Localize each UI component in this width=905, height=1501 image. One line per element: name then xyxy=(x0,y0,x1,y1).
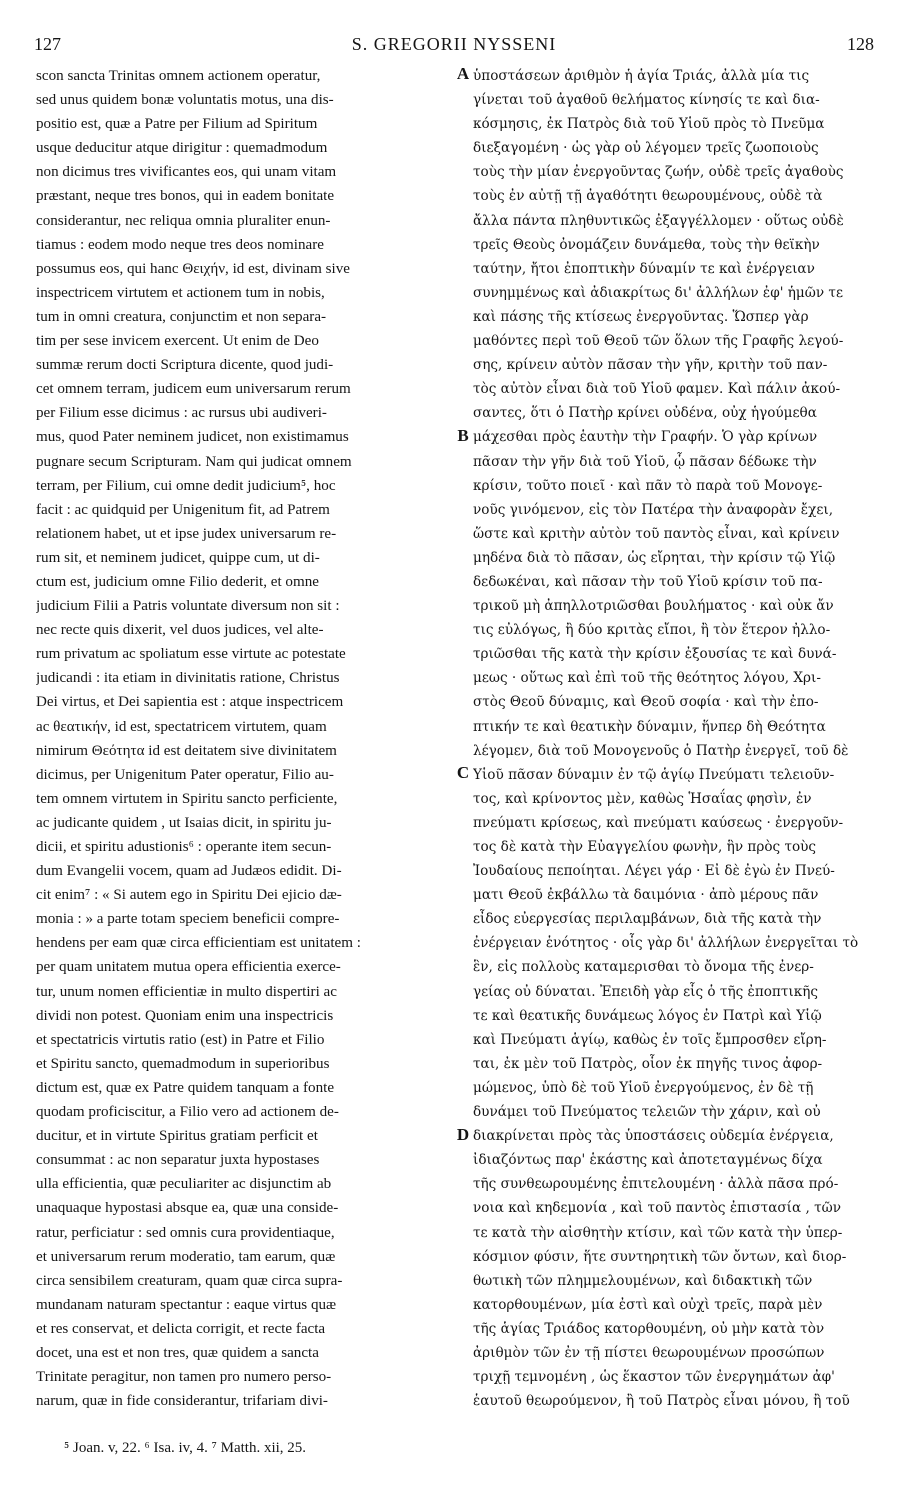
greek-text-line: μάχεσθαι πρὸς ἑαυτὴν τὴν Γραφήν. Ὁ γὰρ κρίνων xyxy=(473,429,818,446)
greek-text-line: τῆς ἁγίας Τριάδος κατορθουμένη, οὐ μὴν κατὰ τὸν xyxy=(473,1320,825,1337)
greek-text-line: ταύτην, ἤτοι ἐποπτικὴν δύναμίν τε καὶ ἐνέργειαν xyxy=(473,260,815,277)
latin-text-line: facit : ac quidquid per Unigenitum fit, ad Patrem xyxy=(36,501,330,518)
greek-text-line: Υἱοῦ πᾶσαν δύναμιν ἐν τῷ ἁγίῳ Πνεύματι τελειοῦν- xyxy=(473,766,835,783)
greek-text-line: τος δὲ κατὰ τὴν Εὐαγγελίου φωνὴν, ἣν πρὸς τοὺς xyxy=(473,839,817,855)
latin-text-line: tiamus : eodem modo neque tres deos nominare xyxy=(36,236,324,253)
latin-text-line: scon sancta Trinitas omnem actionem operatur, xyxy=(36,68,321,84)
greek-text-line: τος, καὶ κρίνοντος μὲν, καθὼς Ἡσαΐας φησὶν, ἐν xyxy=(473,790,812,807)
greek-text-line: ματι Θεοῦ ἐκβάλλω τὰ δαιμόνια · ἀπὸ μέρους πᾶν xyxy=(473,887,819,904)
greek-text-line: ἄλλα πάντα πληθυντικῶς ἐξαγγέλλομεν · οὕτως οὐδὲ xyxy=(473,212,844,229)
latin-text-line: tur, unum nomen efficientiæ in multo dispertiri ac xyxy=(36,983,337,1000)
latin-text-line: tem omnem virtutem in Spiritu sancto perficiente, xyxy=(36,790,338,807)
greek-text-line: τὸς αὐτὸν εἶναι διὰ τοῦ Υἱοῦ φαμεν. Καὶ πάλιν ἀκού- xyxy=(473,381,841,398)
latin-text-line: sed unus quidem bonæ voluntatis motus, una dis- xyxy=(36,92,334,109)
greek-text-line: δυνάμει τοῦ Πνεύματος τελειῶν τὴν χάριν, καὶ οὐ xyxy=(473,1104,821,1121)
greek-text-line: ὥστε καὶ κριτὴν αὐτὸν τοῦ παντὸς εἶναι, καὶ κρίνειν xyxy=(473,525,840,542)
greek-text-line: κόσμιον φύσιν, ἥτε συντηρητικὴ τῶν ὄντων, καὶ διορ- xyxy=(473,1248,847,1265)
latin-text-line: monia : » a parte totam speciem beneficii compre- xyxy=(36,911,340,928)
page-number-left: 127 xyxy=(34,34,61,54)
latin-text-line: consummat : ac non separatur juxta hypostases xyxy=(36,1152,320,1169)
latin-text-line: dictum est, quæ ex Patre quidem tanquam a fonte xyxy=(36,1079,335,1096)
greek-text-line: στὸς Θεοῦ δύναμις, καὶ Θεοῦ σοφία · καὶ τὴν ἐπο- xyxy=(473,694,819,711)
margin-marker-b: B xyxy=(457,426,469,445)
greek-text-line: γίνεται τοῦ ἀγαθοῦ θελήματος κίνησίς τε καὶ δια- xyxy=(473,92,820,109)
latin-text-line: ac judicante quidem , ut Isaias dicit, in spiritu ju- xyxy=(36,814,332,831)
latin-text-line: præstant, neque tres bonos, qui in eadem bonitate xyxy=(36,188,335,205)
latin-text-line: nimirum Θεότητα id est deitatem sive divinitatem xyxy=(36,742,337,759)
latin-text-line: ac θεατικήν, id est, spectatricem virtutem, quam xyxy=(36,718,327,735)
latin-text-line: considerantur, nec reliqua omnia pluraliter enun- xyxy=(36,212,331,229)
latin-text-line: judicandi : ita etiam in divinitatis ratione, Christus xyxy=(36,670,340,687)
latin-text-line: Trinitate peragitur, non tamen pro numero perso- xyxy=(36,1369,332,1386)
greek-text-line: ἑαυτοῦ θεωρούμενον, ἢ τοῦ Πατρὸς εἶναι μόνου, ἢ τοῦ xyxy=(473,1393,850,1409)
greek-text-line: διεξαγομένη · ὡς γὰρ οὐ λέγομεν τρεῖς ζωοποιοὺς xyxy=(473,140,819,157)
latin-text-line: narum, quæ in fide considerantur, trifariam divi- xyxy=(36,1393,328,1409)
latin-text-line: mundanam naturam spectantur : eaque virtus quæ xyxy=(36,1296,337,1313)
greek-text-line: πνεύματι κρίσεως, καὶ πνεύματι καύσεως · ἐνεργοῦν- xyxy=(473,814,844,831)
greek-text-line: μώμενος, ὑπὸ δὲ τοῦ Υἱοῦ ἐνεργούμενος, ἐν δὲ τῇ xyxy=(473,1079,814,1096)
greek-text-line: καὶ Πνεύματι ἁγίῳ, καθὼς ἐν τοῖς ἔμπροσθεν εἴρη- xyxy=(473,1031,827,1048)
greek-text-line: κατορθουμένων, μία ἐστὶ καὶ οὐχὶ τρεῖς, παρὰ μὲν xyxy=(473,1296,823,1313)
greek-text-line: τε καὶ θεατικῆς δυνάμεως λόγος ἐν Πατρὶ καὶ Υἱῷ xyxy=(473,1007,822,1024)
greek-text-line: τε κατὰ τὴν αἰσθητὴν κτίσιν, καὶ τῶν κατὰ τὴν ὑπερ- xyxy=(473,1224,843,1241)
latin-text-line: et res conservat, et delicta corrigit, et recte facta xyxy=(36,1320,326,1337)
latin-text-line: usque deducitur atque dirigitur : quemadmodum xyxy=(36,140,328,157)
latin-text-line: et spectatricis virtutis ratio (est) in Patre et Filio xyxy=(36,1031,325,1048)
greek-text-line: πᾶσαν τὴν γῆν διὰ τοῦ Υἱοῦ, ᾧ πᾶσαν δέδωκε τὴν xyxy=(473,453,817,470)
margin-marker-d: D xyxy=(456,1125,470,1144)
greek-text-line: τοὺς τὴν μίαν ἐνεργοῦντας ζωήν, οὐδὲ τρεῖς ἀγαθοὺς xyxy=(473,164,844,181)
greek-text-line: εἶδος εὐεργεσίας περιλαμβάνων, διὰ τῆς κατὰ τὴν xyxy=(473,911,822,928)
latin-text-line: per quam unitatem mutua opera efficientia exerce- xyxy=(36,959,341,976)
footnotes: ⁵ Joan. v, 22. ⁶ Isa. iv, 4. ⁷ Matth. xii, 25. xyxy=(64,1440,307,1456)
greek-text-line: σαντες, ὅτι ὁ Πατὴρ κρίνει οὐδένα, οὐχ ἡγούμεθα xyxy=(473,405,817,422)
latin-column xyxy=(36,64,456,1409)
latin-text-line: et universarum rerum moderatio, tam earum, quæ xyxy=(36,1248,336,1265)
greek-text-line: ὑποστάσεων ἀριθμὸν ἡ ἁγία Τριάς, ἀλλὰ μία τις xyxy=(473,68,810,84)
latin-text-line: dividi non potest. Quoniam enim una inspectricis xyxy=(36,1007,334,1024)
latin-text-line: inspectricem virtutem et actionem tum in nobis, xyxy=(36,284,325,301)
latin-text-line: Dei virtus, et Dei sapientia est : atque inspectricem xyxy=(36,694,344,711)
margin-marker-a: A xyxy=(456,64,470,83)
greek-text-line: ἓν, εἰς πολλοὺς καταμερισθαι τὸ ὄνομα τῆς ἐνερ- xyxy=(473,959,814,976)
latin-text-line: docet, una est et non tres, quæ quidem a sancta xyxy=(36,1344,319,1361)
greek-text-line: κρίσιν, τοῦτο ποιεῖ · καὶ πᾶν τὸ παρὰ τοῦ Μονογε- xyxy=(473,477,823,494)
latin-text-line: pugnare secum Scripturam. Nam qui judicat omnem xyxy=(36,453,352,470)
latin-text-line: positio est, quæ a Patre per Filium ad Spiritum xyxy=(36,116,318,133)
latin-text-line: ducitur, et in virtute Spiritus gratiam perficit et xyxy=(36,1128,318,1145)
greek-text-line: δεδωκέναι, καὶ πᾶσαν τὴν τοῦ Υἱοῦ κρίσιν τοῦ πα- xyxy=(473,573,823,590)
latin-text-line: per Filium esse dicimus : ac rursus ubi audiveri- xyxy=(36,405,327,422)
greek-text-line: καὶ πάσης τῆς κτίσεως ἐνεργοῦντας. Ὥσπερ γὰρ xyxy=(473,308,809,325)
latin-text-line: tum in omni creatura, conjunctim et non separa- xyxy=(36,308,327,325)
latin-text-line: cit enim⁷ : « Si autem ego in Spiritu Dei ejicio dæ- xyxy=(36,887,342,904)
greek-text-line: ἐνέργειαν ἑνότητος · οἷς γὰρ δι' ἀλλήλων ἐνεργεῖται τὸ xyxy=(473,935,859,952)
latin-text-line: circa sensibilem creaturam, quam quæ circa supra- xyxy=(36,1272,343,1289)
greek-text-line: μηδένα διὰ τὸ πᾶσαν, ὡς εἴρηται, τὴν κρίσιν τῷ Υἱῷ xyxy=(473,549,836,566)
latin-text-line: mus, quod Pater neminem judicet, non existimamus xyxy=(36,429,349,446)
latin-text-line: tim per sese invicem exercent. Ut enim de Deo xyxy=(36,333,319,350)
latin-text-line: dum Evangelii vocem, quam ad Judæos edidit. Di- xyxy=(36,863,342,880)
greek-text-line: τρικοῦ μὴ ἀπηλλοτριῶσθαι βουλήματος · καὶ οὐκ ἄν xyxy=(473,598,834,615)
greek-text-line: τις εὐλόγως, ἢ δύο κριτὰς εἴποι, ἢ τὸν ἕτερον ἠλλο- xyxy=(473,622,831,639)
latin-text-line: hendens per eam quæ circa efficientiam est unitatem : xyxy=(36,935,361,952)
greek-text-line: γείας οὐ δύναται. Ἐπειδὴ γὰρ εἷς ὁ τῆς ἐποπτικῆς xyxy=(473,983,818,1000)
greek-text-line: ἰδιαζόντως παρ' ἑκάστης καὶ ἀποτεταγμένως δίχα xyxy=(473,1152,823,1169)
greek-text-line: τοὺς ἐν αὐτῇ τῇ ἀγαθότητι θεωρουμένους, οὐδὲ τὰ xyxy=(473,188,823,205)
greek-text-line: μεως · οὕτως καὶ ἐπὶ τοῦ τῆς θεότητος λόγου, Χρι- xyxy=(473,670,821,687)
greek-text-line: λέγομεν, διὰ τοῦ Μονογενοῦς ὁ Πατὴρ ἐνεργεῖ, τοῦ δὲ xyxy=(473,742,849,759)
margin-marker-c: C xyxy=(456,763,470,782)
greek-text-line: σης, κρίνειν αὐτὸν πᾶσαν τὴν γῆν, κριτὴν τοῦ παν- xyxy=(473,357,828,374)
latin-text-line: quodam proficiscitur, a Filio vero ad actionem de- xyxy=(36,1104,339,1121)
latin-text-line: dicimus, per Unigenitum Pater operatur, Filio au- xyxy=(36,766,334,783)
latin-text-line: ulla efficientia, quæ peculiariter ac disjunctim ab xyxy=(36,1176,332,1193)
latin-text-line: judicium Filii a Patris voluntate diversum non sit : xyxy=(36,598,340,615)
greek-text-line: θωτικὴ τῶν πλημμελουμένων, καὶ διδακτικὴ τῶν xyxy=(473,1272,813,1289)
page-header xyxy=(34,34,874,58)
greek-column xyxy=(473,64,885,1409)
greek-text-line: τρεῖς Θεοὺς ὀνομάζειν δυνάμεθα, τοὺς τὴν θεϊκὴν xyxy=(473,236,820,253)
latin-text-line: dicii, et spiritu adustionis⁶ : operante item secun- xyxy=(36,839,332,855)
greek-text-line: νοῦς γινόμενον, εἰς τὸν Πατέρα τὴν ἀναφορὰν ἔχει, xyxy=(473,501,834,518)
greek-text-line: ἀριθμὸν τῶν ἐν τῇ πίστει θεωρουμένων προσώπων xyxy=(473,1344,825,1361)
greek-text-line: Ἰουδαίους πεποίηται. Λέγει γάρ · Εἰ δὲ ἐγὼ ἐν Πνεύ- xyxy=(473,863,835,880)
latin-text-line: et Spiritu sancto, quemadmodum in superioribus xyxy=(36,1055,330,1072)
running-title: S. GREGORII NYSSENI xyxy=(351,34,557,54)
latin-text-line: rum sit, et neminem judicet, quippe cum, ut di- xyxy=(36,549,320,566)
latin-text-line: non dicimus tres vivificantes eos, qui unam vitam xyxy=(36,164,337,181)
greek-text-line: τριχῇ τεμνομένη , ὡς ἕκαστον τῶν ἐνεργημάτων ἀφ' xyxy=(473,1369,835,1386)
latin-text-line: nec recte quis dixerit, vel duos judices, vel alte- xyxy=(36,622,324,639)
latin-text-line: ratur, perficiatur : sed omnis cura providentiaque, xyxy=(36,1224,335,1241)
latin-text-line: possumus eos, qui hanc Θειχήν, id est, divinam sive xyxy=(36,260,350,277)
greek-text-line: τριῶσθαι τῆς κατὰ τὴν κρίσιν ἐξουσίας τε καὶ δυνά- xyxy=(473,646,837,663)
greek-text-line: μαθόντες περὶ τοῦ Θεοῦ τῶν ὅλων τῆς Γραφῆς λεγού- xyxy=(473,333,844,350)
page-number-right: 128 xyxy=(847,34,874,54)
greek-text-line: νοια καὶ κηδεμονία , καὶ τοῦ παντὸς ἐπιστασία , τῶν xyxy=(473,1200,842,1217)
greek-text-line: συνημμένως καὶ ἀδιακρίτως δι' ἀλλήλων ἐφ' ἡμῶν τε xyxy=(473,284,843,301)
greek-text-line: πτικήν τε καὶ θεατικὴν δύναμιν, ἥνπερ δὴ Θεότητα xyxy=(473,718,826,735)
latin-text-line: rum privatum ac spoliatum esse virtute ac potestate xyxy=(36,646,346,663)
latin-text-line: unaquaque hypostasi absque ea, quæ una conside- xyxy=(36,1200,339,1217)
latin-text-line: summæ rerum docti Scriptura dicente, quod judi- xyxy=(36,357,334,374)
greek-text-line: τῆς συνθεωρουμένης ἐπιτελουμένη · ἀλλὰ πᾶσα πρό- xyxy=(473,1176,839,1193)
latin-text-line: relationem habet, ut et ipse judex universarum re- xyxy=(36,525,337,542)
greek-text-line: κόσμησις, ἐκ Πατρὸς διὰ τοῦ Υἱοῦ πρὸς τὸ Πνεῦμα xyxy=(473,116,825,133)
latin-text-line: terram, per Filium, cui omne dedit judicium⁵, hoc xyxy=(36,477,336,494)
greek-text-line: ται, ἐκ μὲν τοῦ Πατρὸς, οἷον ἐκ πηγῆς τινος ἀφορ- xyxy=(473,1055,823,1072)
latin-text-line: ctum est, judicium omne Filio dederit, et omne xyxy=(36,573,319,590)
latin-text-line: cet omnem terram, judicem eum universarum rerum xyxy=(36,381,351,398)
greek-text-line: διακρίνεται πρὸς τὰς ὑποστάσεις οὐδεμία ἐνέργεια, xyxy=(473,1128,834,1145)
